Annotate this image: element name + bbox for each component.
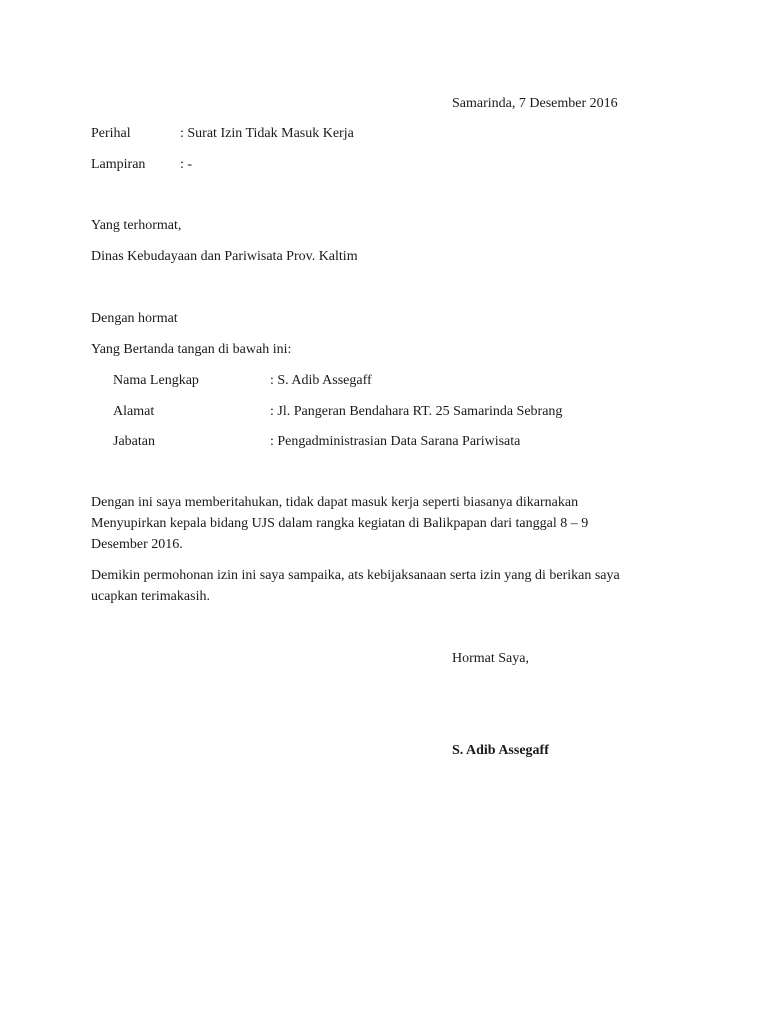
place-date: Samarinda, 7 Desember 2016	[452, 96, 618, 111]
body-paragraph-1-line-2: Menyupirkan kepala bidang UJS dalam rangka kegiatan di Balikpapan dari tanggal 8 – 9	[91, 516, 589, 531]
field-label-nama: Nama Lengkap	[113, 373, 199, 388]
field-label-alamat: Alamat	[113, 404, 155, 419]
recipient: Dinas Kebudayaan dan Pariwisata Prov. Kaltim	[91, 249, 358, 264]
perihal-label: Perihal	[91, 126, 131, 141]
perihal-value: : Surat Izin Tidak Masuk Kerja	[180, 126, 354, 141]
greeting: Dengan hormat	[91, 311, 178, 326]
lampiran-value: : -	[180, 157, 193, 172]
salutation: Yang terhormat,	[91, 218, 182, 233]
intro-line: Yang Bertanda tangan di bawah ini:	[91, 342, 292, 357]
field-label-jabatan: Jabatan	[113, 434, 155, 449]
body-paragraph-1-line-3: Desember 2016.	[91, 537, 183, 552]
field-value-nama: : S. Adib Assegaff	[270, 373, 372, 388]
body-paragraph-2-line-1: Demikin permohonan izin ini saya sampaika, ats kebijaksanaan serta izin yang di berikan saya	[91, 568, 620, 583]
field-value-jabatan: : Pengadministrasian Data Sarana Pariwisata	[270, 434, 521, 449]
signatory-name: S. Adib Assegaff	[452, 743, 549, 758]
lampiran-label: Lampiran	[91, 157, 146, 172]
closing: Hormat Saya,	[452, 651, 529, 666]
body-paragraph-1-line-1: Dengan ini saya memberitahukan, tidak dapat masuk kerja seperti biasanya dikarnakan	[91, 495, 579, 510]
body-paragraph-2-line-2: ucapkan terimakasih.	[91, 589, 210, 604]
field-value-alamat: : Jl. Pangeran Bendahara RT. 25 Samarinda Sebrang	[270, 404, 563, 419]
